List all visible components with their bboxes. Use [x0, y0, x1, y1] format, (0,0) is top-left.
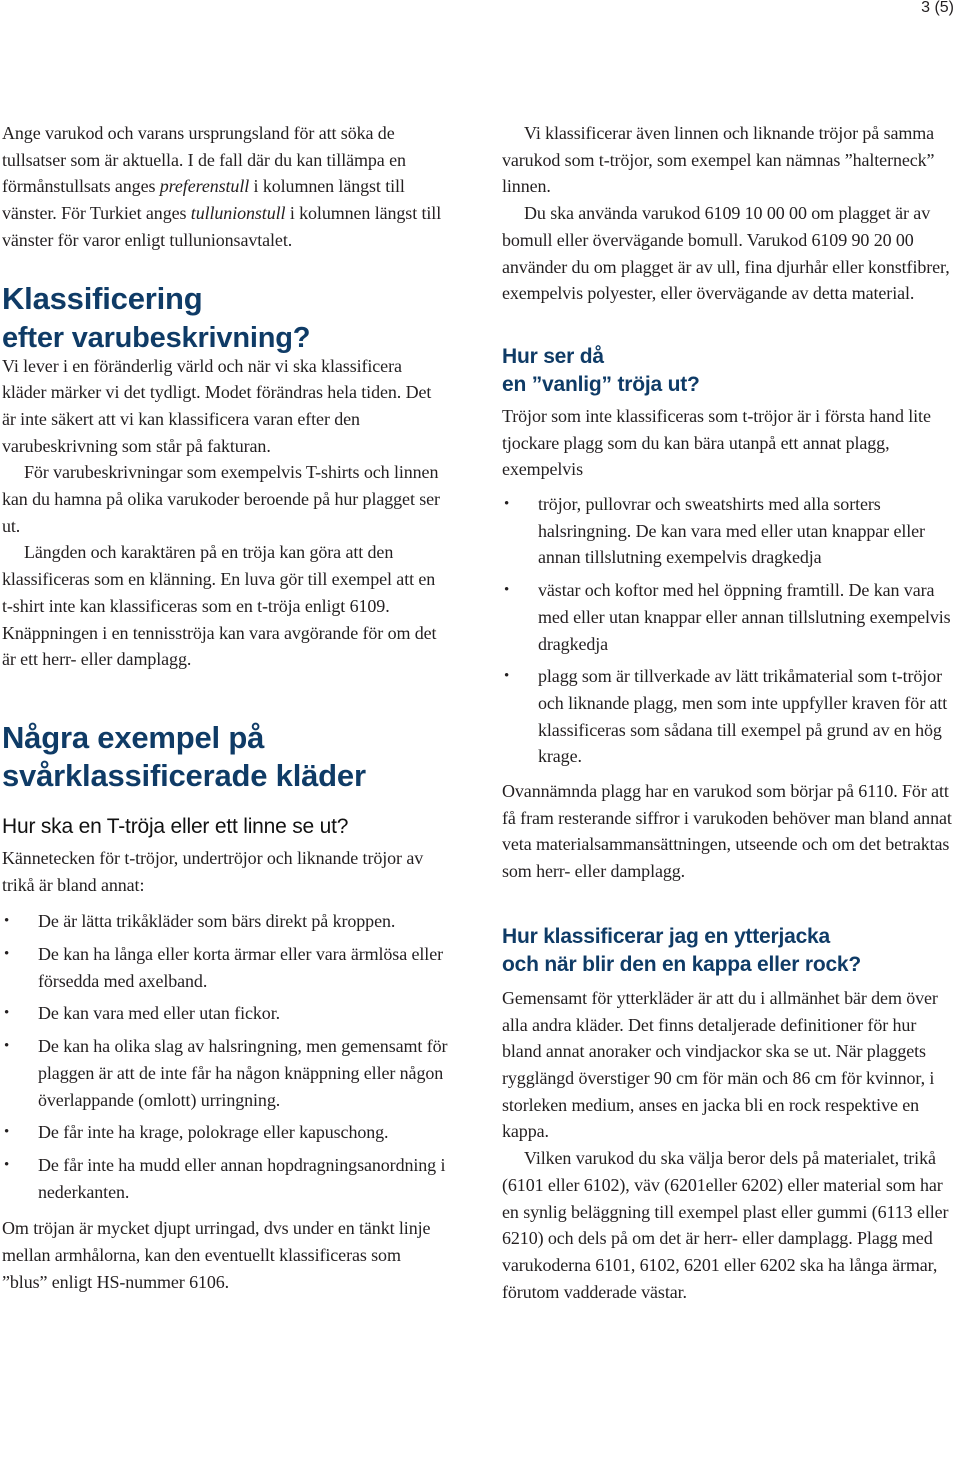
- intro-text-a: Ange varukod och varans ursprungsland för att söka de tullsatser som är aktuella. I de fall där du kan tillämpa en förmånstullsats anges: [2, 123, 406, 197]
- heading-examples-line1: Några exempel på: [2, 719, 265, 755]
- heading-examples: [2, 719, 448, 795]
- left-column: [2, 120, 448, 1296]
- heading-normal-sweater: [502, 343, 958, 399]
- heading-classification: [2, 280, 448, 357]
- intro-text-b: i kolumnen längst till vänster. För Turkiet anges: [2, 176, 405, 224]
- paragraph-linnen: Vi klassificerar även linnen och liknande tröjor på samma varukod som t-tröjor, som exempel kan nämnas ”halterneck” linnen.: [502, 123, 935, 197]
- heading-classification-line2: efter varubeskrivning?: [2, 321, 311, 354]
- page-number: 3 (5): [921, 0, 954, 16]
- tullunionstull-term: tullunionstull: [190, 203, 286, 224]
- heading-outer-jacket-line1: Hur klassificerar jag en ytterjacka: [502, 924, 831, 948]
- heading-classification-line1: Klassificering: [2, 280, 203, 316]
- heading-normal-sweater-line1: Hur ser då: [502, 344, 604, 368]
- paragraph-material-codes: Vilken varukod du ska välja beror dels på materialet, trikå (6101 eller 6102), väv (6201eller 6202) eller material som har en synlig beläggning till exempel plast eller gummi (6113 eller 6210) och dels på om det är herr- eller damplagg. Plagg med varukoderna 6101, 6102, 6201 eller 6202 ska ha långa ärmar, förutom vadderade västar.: [502, 1148, 949, 1302]
- list-item: • De kan ha olika slag av halsringning, men gemensamt för plaggen är att de inte får ha någon knäppning eller någon överlappande (omlott) urringning.: [2, 1033, 448, 1113]
- paragraph-changing-world: Vi lever i en föränderlig värld och när vi ska klassificera kläder märker vi det tydligt. Modet förändras hela tiden. Det är inte säkert att vi kan klassificera varan efter den varubeskrivning som står på fakturan.: [2, 355, 432, 456]
- subheading-tshirt-linne: Hur ska en T-tröja eller ett linne se ut?: [2, 814, 349, 838]
- list-item: • De är lätta trikåkläder som bärs direkt på kroppen.: [2, 908, 448, 935]
- intro-text-c: i kolumnen längst till vänster för varor enligt tullunionsavtalet.: [2, 203, 442, 250]
- heading-normal-sweater-line2: en ”vanlig” tröja ut?: [502, 372, 700, 396]
- paragraph-tshirt-descriptions: För varubeskrivningar som exempelvis T-shirts och linnen kan du hamna på olika varukoder beroende på hur plagget ser ut.: [2, 462, 440, 536]
- paragraph-blus: Om tröjan är mycket djupt urringad, dvs under en tänkt linje mellan armhålorna, kan den eventuellt klassificeras som ”blus” enligt HS-nummer 6106.: [2, 1218, 431, 1292]
- paragraph-length-character: Längden och karaktären på en tröja kan göra att den klassificeras som en klänning. En luva gör till exempel att en t-shirt inte kan klassificeras som en t-tröja enligt 6109. Knäppningen i en tennisströja kan vara avgörande för om det är ett herr- eller damplagg.: [2, 542, 437, 670]
- list-item: • De får inte ha krage, polokrage eller kapuschong.: [2, 1119, 448, 1146]
- paragraph-characteristics: Kännetecken för t-tröjor, undertröjor och liknande tröjor av trikå är bland annat:: [2, 847, 424, 895]
- list-item: • De kan vara med eller utan fickor.: [2, 1000, 448, 1027]
- paragraph-6110: Ovannämnda plagg har en varukod som börjar på 6110. För att få fram resterande siffror i varukoden behöver man bland annat veta materialsammansättningen, utseende och om det betraktas som herr- eller damplagg.: [502, 781, 952, 882]
- sweater-types-list: [502, 491, 958, 770]
- list-item: • västar och koftor med hel öppning framtill. De kan vara med eller utan knappar eller annan tillslutning exempelvis dragkedja: [502, 577, 958, 657]
- tshirt-characteristics-list: [2, 908, 448, 1205]
- heading-examples-line2: svårklassificerade kläder: [2, 757, 366, 793]
- list-item: • tröjor, pullovrar och sweatshirts med alla sorters halsringning. De kan vara med eller utan knappar eller annan tillslutning exempelvis dragkedja: [502, 491, 958, 571]
- list-item: • plagg som är tillverkade av lätt trikåmaterial som t-tröjor och liknande plagg, men som inte uppfyller kraven för att klassificeras som sådana till exempel på grund av en hög krage.: [502, 663, 958, 770]
- paragraph-sweaters: Tröjor som inte klassificeras som t-tröjor är i första hand lite tjockare plagg som du kan bära utanpå ett annat plagg, exempelvis: [502, 405, 931, 480]
- preferenstull-term: preferenstull: [159, 176, 250, 197]
- list-item: • De kan ha långa eller korta ärmar eller vara ärmlösa eller försedda med axelband.: [2, 941, 448, 994]
- paragraph-outerwear: Gemensamt för ytterkläder är att du i allmänhet bär dem över alla andra kläder. Det finns detaljerade definitioner för hur bland annat anoraker och vindjackor ska se ut. När plaggets rygglängd överstiger 90 cm för män och 86 cm för kvinnor, i storleken medium, anses en jacka bli en rock respektive en kappa.: [502, 987, 938, 1142]
- paragraph-varukod-cotton: Du ska använda varukod 6109 10 00 00 om plagget är av bomull eller övervägande bomull. Varukod 6109 90 20 00 använder du om plagget är av ull, fina djurhår eller konstfibrer, exempelvis polyester, eller övervägande av detta material.: [502, 203, 950, 304]
- right-column: [502, 120, 958, 1305]
- heading-outer-jacket: [502, 923, 958, 979]
- intro-paragraph: [2, 120, 448, 254]
- list-item: • De får inte ha mudd eller annan hopdragningsanordning i nederkanten.: [2, 1152, 448, 1205]
- heading-outer-jacket-line2: och när blir den en kappa eller rock?: [502, 952, 862, 976]
